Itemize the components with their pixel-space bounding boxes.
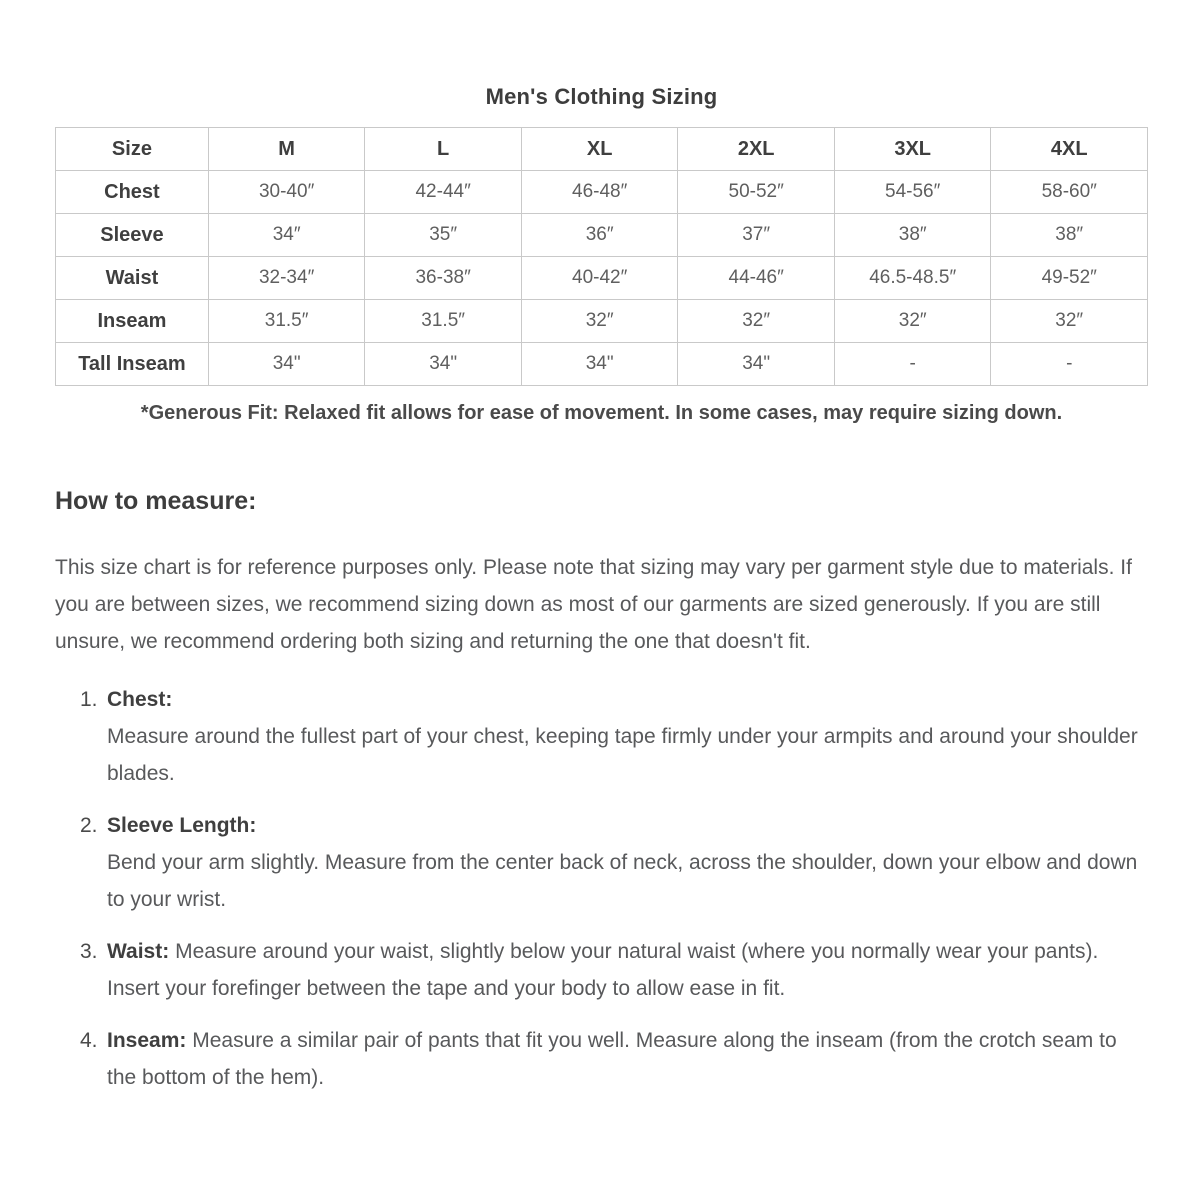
step-number: 2. (80, 814, 98, 837)
cell-chest-3xl: 54-56″ (834, 171, 991, 214)
cell-waist-3xl: 46.5-48.5″ (834, 257, 991, 300)
cell-waist-2xl: 44-46″ (678, 257, 835, 300)
cell-inseam-xl: 32″ (521, 300, 678, 343)
cell-waist-l: 36-38″ (365, 257, 522, 300)
step-label: Inseam: (107, 1029, 187, 1052)
table-row-sleeve (56, 214, 1148, 257)
column-header-size: Size (56, 128, 209, 171)
cell-tall-inseam-m: 34" (208, 343, 365, 386)
row-label-sleeve: Sleeve (56, 214, 209, 257)
cell-tall-inseam-2xl: 34" (678, 343, 835, 386)
table-header-row (56, 128, 1148, 171)
cell-chest-l: 42-44″ (365, 171, 522, 214)
step-description: Measure around your waist, slightly below your natural waist (where you normally wear your pants). Insert your forefinger between the tape and your body to allow ease in fit. (107, 940, 1099, 1000)
sizing-table (55, 127, 1148, 386)
list-item-waist (80, 933, 1148, 1007)
step-label: Chest: (107, 688, 173, 711)
step-content (107, 681, 1148, 792)
step-description: Measure around the fullest part of your chest, keeping tape firmly under your armpits and around your shoulder blades. (107, 725, 1138, 785)
measure-intro-paragraph: This size chart is for reference purposes only. Please note that sizing may vary per garment style due to materials. If you are between sizes, we recommend sizing down as most of our garments are sized generously. If you are still unsure, we recommend ordering both sizing and returning the one that doesn't fit. (55, 556, 1132, 653)
cell-inseam-m: 31.5″ (208, 300, 365, 343)
cell-inseam-3xl: 32″ (834, 300, 991, 343)
column-header-2xl: 2XL (678, 128, 835, 171)
step-label: Waist: (107, 940, 170, 963)
step-content (107, 1022, 1148, 1096)
step-content (107, 807, 1148, 918)
table-row-inseam (56, 300, 1148, 343)
cell-chest-m: 30-40″ (208, 171, 365, 214)
cell-tall-inseam-xl: 34" (521, 343, 678, 386)
cell-chest-xl: 46-48″ (521, 171, 678, 214)
column-header-xl: XL (521, 128, 678, 171)
column-header-m: M (208, 128, 365, 171)
step-label: Sleeve Length: (107, 814, 257, 837)
cell-chest-4xl: 58-60″ (991, 171, 1148, 214)
row-label-tall-inseam: Tall Inseam (56, 343, 209, 386)
table-row-chest (56, 171, 1148, 214)
generous-fit-note: *Generous Fit: Relaxed fit allows for ease of movement. In some cases, may require sizing down. (140, 402, 1063, 424)
page-title: Men's Clothing Sizing (485, 84, 718, 109)
cell-inseam-2xl: 32″ (678, 300, 835, 343)
cell-tall-inseam-3xl: - (834, 343, 991, 386)
row-label-waist: Waist (56, 257, 209, 300)
step-description: Measure a similar pair of pants that fit you well. Measure along the inseam (from the crotch seam to the bottom of the hem). (107, 1029, 1117, 1089)
cell-tall-inseam-l: 34" (365, 343, 522, 386)
how-to-measure-heading: How to measure: (55, 487, 257, 515)
measure-steps-list (80, 681, 1148, 1096)
cell-waist-xl: 40-42″ (521, 257, 678, 300)
cell-sleeve-m: 34″ (208, 214, 365, 257)
step-number: 4. (80, 1029, 98, 1052)
table-row-tall-inseam (56, 343, 1148, 386)
row-label-inseam: Inseam (56, 300, 209, 343)
list-item-chest (80, 681, 1148, 792)
column-header-4xl: 4XL (991, 128, 1148, 171)
cell-sleeve-l: 35″ (365, 214, 522, 257)
cell-sleeve-xl: 36″ (521, 214, 678, 257)
step-content (107, 933, 1148, 1007)
cell-tall-inseam-4xl: - (991, 343, 1148, 386)
cell-sleeve-2xl: 37″ (678, 214, 835, 257)
step-description: Bend your arm slightly. Measure from the center back of neck, across the shoulder, down your elbow and down to your wrist. (107, 851, 1138, 911)
step-number: 3. (80, 940, 98, 963)
step-number: 1. (80, 688, 98, 711)
row-label-chest: Chest (56, 171, 209, 214)
cell-inseam-l: 31.5″ (365, 300, 522, 343)
list-item-inseam (80, 1022, 1148, 1096)
column-header-3xl: 3XL (834, 128, 991, 171)
column-header-l: L (365, 128, 522, 171)
cell-sleeve-3xl: 38″ (834, 214, 991, 257)
cell-waist-m: 32-34″ (208, 257, 365, 300)
list-item-sleeve-length (80, 807, 1148, 918)
cell-sleeve-4xl: 38″ (991, 214, 1148, 257)
table-row-waist (56, 257, 1148, 300)
cell-inseam-4xl: 32″ (991, 300, 1148, 343)
cell-chest-2xl: 50-52″ (678, 171, 835, 214)
cell-waist-4xl: 49-52″ (991, 257, 1148, 300)
